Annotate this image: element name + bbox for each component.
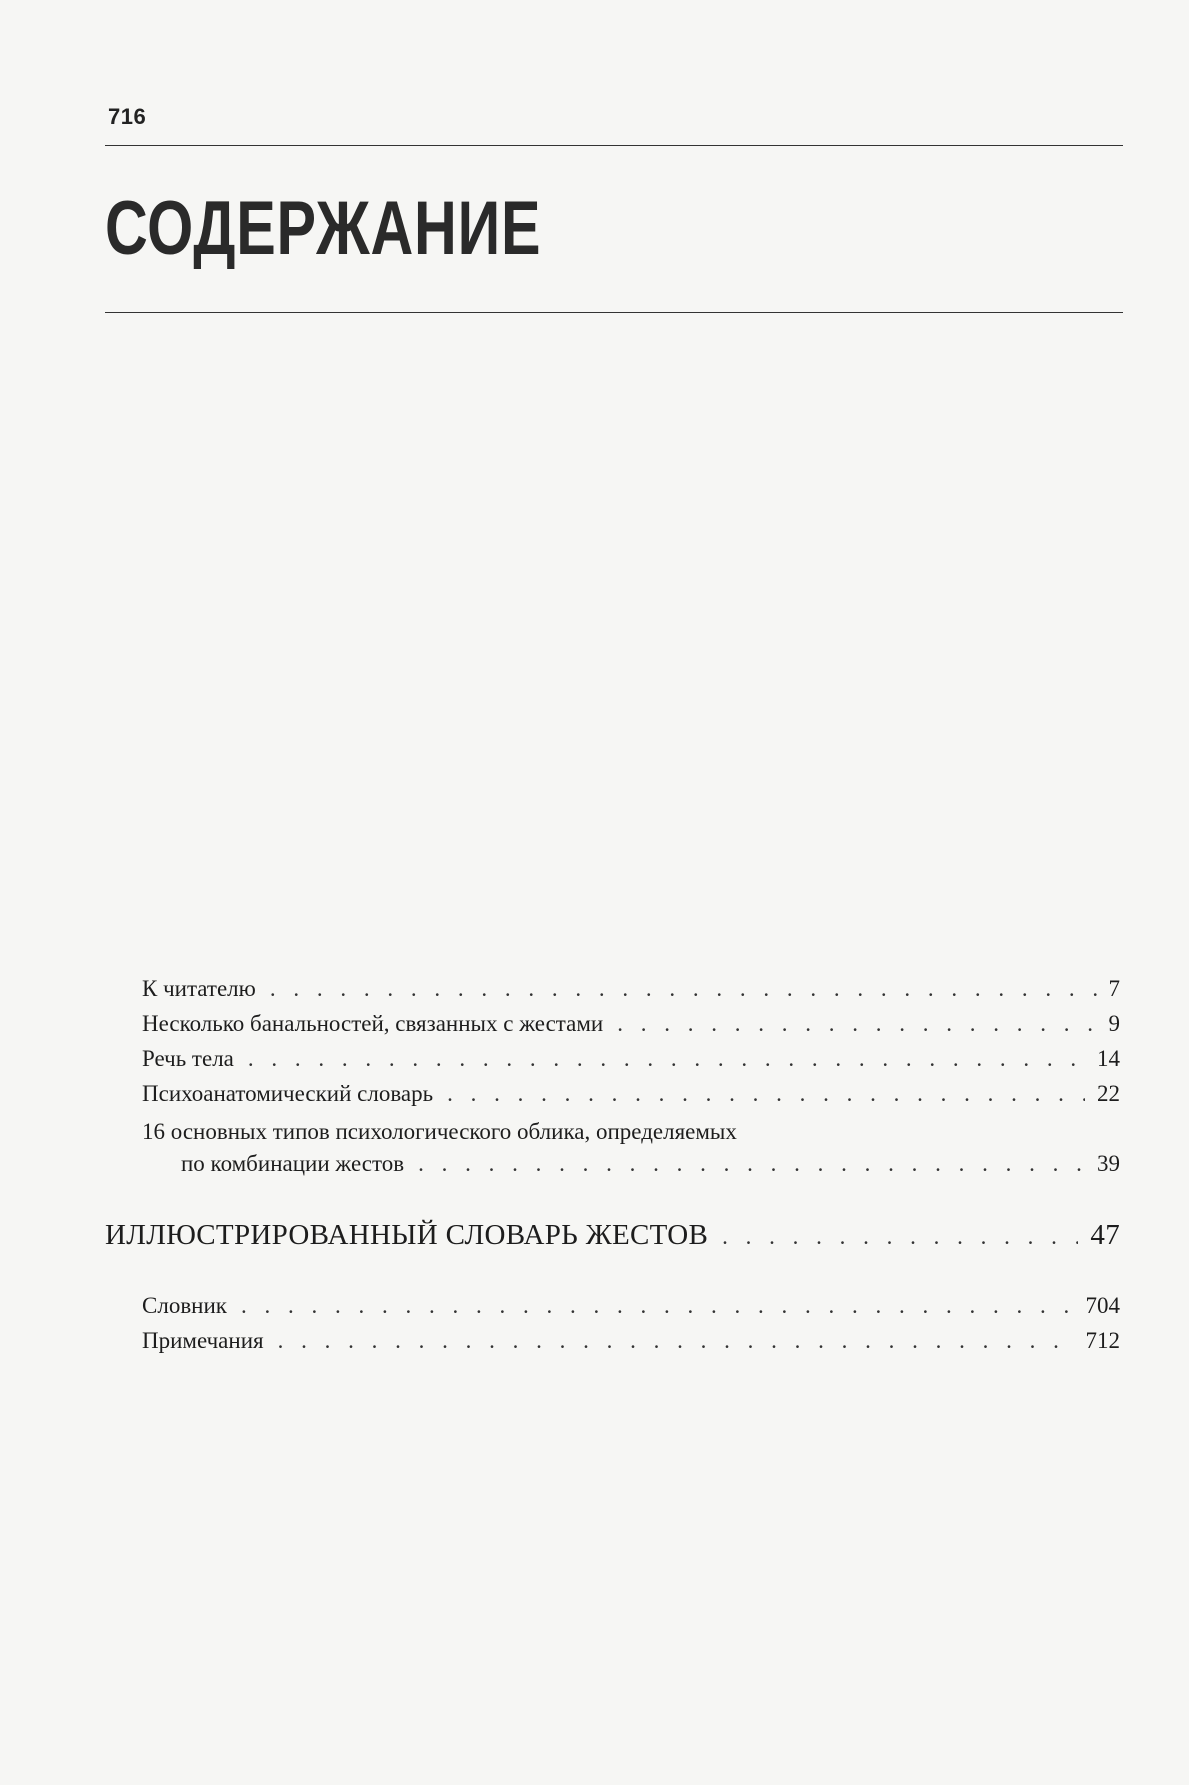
- header-rule: [105, 145, 1123, 146]
- toc-entry-label: Речь тела: [142, 1046, 234, 1071]
- toc-entry-notes[interactable]: [142, 1327, 1120, 1355]
- toc-section-illustrated-dictionary[interactable]: [105, 1218, 1120, 1254]
- dot-leader: [617, 1010, 1096, 1038]
- toc-entry-label: Примечания: [142, 1328, 264, 1353]
- toc-entry-page: 704: [1085, 1293, 1120, 1318]
- toc-section-label: ИЛЛЮСТРИРОВАННЫЙ СЛОВАРЬ ЖЕСТОВ: [105, 1219, 709, 1251]
- toc-entry-glossary[interactable]: [142, 1292, 1120, 1320]
- toc-entry-banalities[interactable]: [142, 1010, 1120, 1038]
- title-rule: [105, 312, 1123, 313]
- toc-entry-reader[interactable]: [142, 975, 1120, 1003]
- dot-leader: [278, 1327, 1074, 1355]
- toc-entry-body-speech[interactable]: [142, 1045, 1120, 1073]
- toc-entry-page: 9: [1108, 1011, 1120, 1036]
- toc-entry-page: 14: [1097, 1046, 1120, 1071]
- dot-leader: [447, 1080, 1085, 1108]
- dot-leader: [270, 975, 1097, 1003]
- page-title: СОДЕРЖАНИЕ: [105, 186, 542, 271]
- dot-leader: [241, 1292, 1074, 1320]
- dot-leader: [248, 1045, 1085, 1073]
- dot-leader: [418, 1150, 1085, 1178]
- toc-entry-page: 7: [1108, 976, 1120, 1001]
- toc-entry-label: Несколько банальностей, связанных с жестами: [142, 1011, 604, 1036]
- toc-entry-label: по комбинации жестов: [181, 1151, 405, 1176]
- dot-leader: [722, 1220, 1078, 1254]
- toc-entry-types-line1[interactable]: 16 основных типов психологического облика, определяемых: [142, 1119, 737, 1144]
- toc-entry-label: К читателю: [142, 976, 256, 1001]
- toc-entry-psychoanatomical-dictionary[interactable]: [142, 1080, 1120, 1108]
- toc-entry-types[interactable]: [181, 1150, 1120, 1178]
- toc-section-page: 47: [1090, 1219, 1120, 1251]
- toc-entry-page: 39: [1097, 1151, 1120, 1176]
- toc-entry-label: Психоанатомический словарь: [142, 1081, 434, 1106]
- toc-entry-page: 22: [1097, 1081, 1120, 1106]
- toc-entry-label: Словник: [142, 1293, 227, 1318]
- page-number: 716: [108, 104, 147, 129]
- toc-entry-page: 712: [1085, 1328, 1120, 1353]
